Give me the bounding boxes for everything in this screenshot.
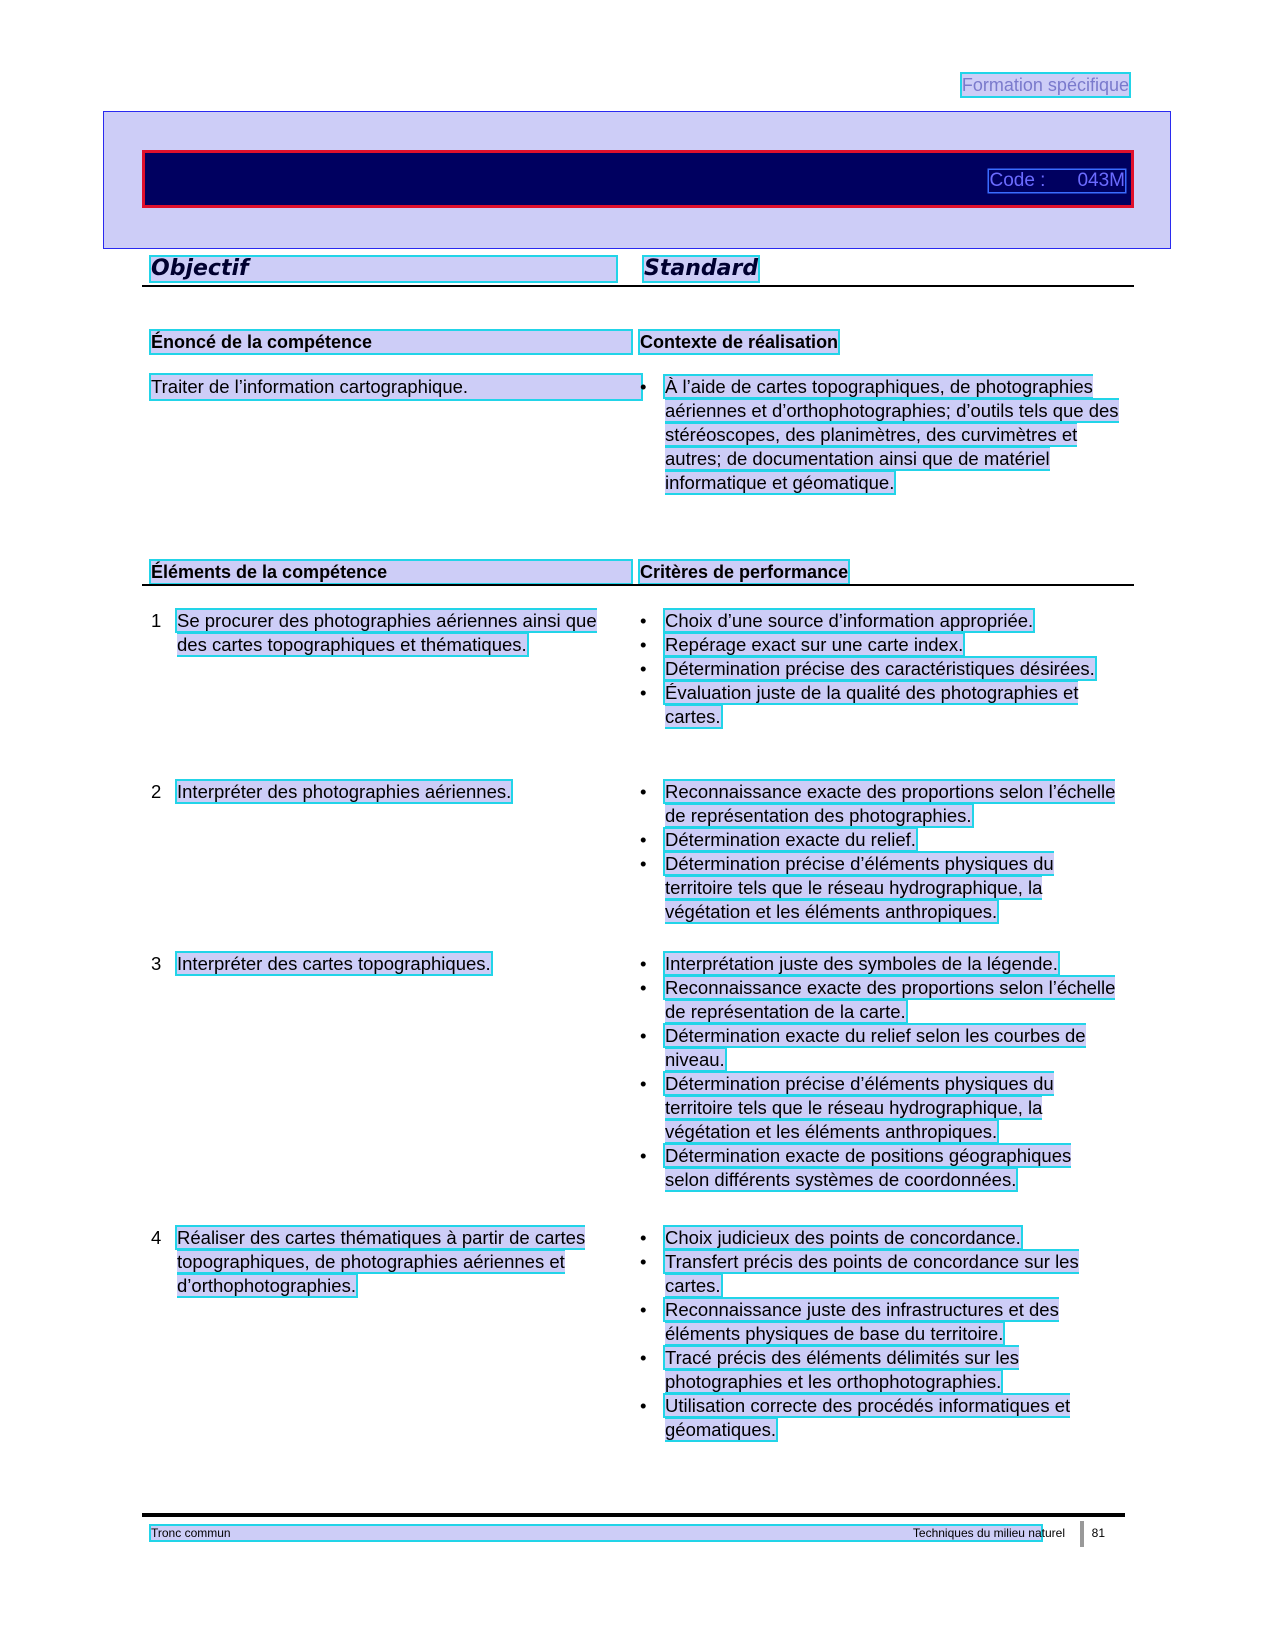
context-list (640, 375, 1120, 495)
context-item: • À l’aide de cartes topographiques, de photographies aériennes et d’orthophotographies; d’outils tels que des stéréoscopes, des planimètres, des curvimètres et autres; de documentation ainsi que de matériel informatique et géomatique. (640, 375, 1120, 495)
criterion-item: • Détermination exacte du relief. (640, 828, 1120, 852)
criteria-heading: Critères de performance (640, 562, 849, 582)
page-number: 81 (1091, 1526, 1105, 1540)
criterion-item: • Détermination précise d’éléments physiques du territoire tels que le réseau hydrographique, la végétation et les éléments anthropiques. (640, 1072, 1120, 1144)
element-2 (151, 780, 611, 804)
criterion-item: • Détermination exacte de positions géographiques selon différents systèmes de coordonnées. (640, 1144, 1120, 1192)
footer-left-text: Tronc commun (151, 1526, 1041, 1540)
elements-heading: Éléments de la compétence (151, 561, 631, 583)
title-banner (142, 150, 1134, 208)
element-text: Réaliser des cartes thématiques à partir de cartes topographiques, de photographies aériennes et d’orthophotographies. (177, 1227, 586, 1296)
criterion-item: • Utilisation correcte des procédés informatiques et géomatiques. (640, 1394, 1120, 1442)
element-text: Interpréter des photographies aériennes. (177, 781, 512, 802)
criteria-list-4 (640, 1226, 1120, 1442)
footer-program-name: Techniques du milieu naturel (912, 1526, 1065, 1540)
section-divider (142, 285, 1134, 287)
element-text: Se procurer des photographies aériennes ainsi que des cartes topographiques et thématiques. (177, 610, 597, 655)
element-1 (151, 609, 611, 657)
criterion-item: • Reconnaissance juste des infrastructures et des éléments physiques de base du territoire. (640, 1298, 1120, 1346)
element-4 (151, 1226, 611, 1298)
competence-code (989, 170, 1125, 192)
criterion-item: • Reconnaissance exacte des proportions selon l’échelle de représentation de la carte. (640, 976, 1120, 1024)
element-number: 1 (151, 610, 162, 631)
criteria-list-3 (640, 952, 1120, 1192)
criteria-list-1 (640, 609, 1120, 729)
program-label: Formation spécifique (961, 75, 1129, 95)
criterion-item: • Interprétation juste des symboles de la légende. (640, 952, 1120, 976)
objective-title: Objectif (151, 257, 616, 281)
criteria-list-2 (640, 780, 1120, 924)
element-number: 2 (151, 781, 162, 802)
footer-separator (1080, 1521, 1084, 1547)
element-text: Interpréter des cartes topographiques. (177, 953, 491, 974)
criterion-item: • Détermination précise des caractéristiques désirées. (640, 657, 1120, 681)
criterion-item: • Repérage exact sur une carte index. (640, 633, 1120, 657)
criterion-item: • Choix d’une source d’information appropriée. (640, 609, 1120, 633)
standard-title: Standard (644, 256, 759, 281)
competence-statement: Traiter de l’information cartographique. (151, 375, 641, 399)
code-value: 043M (1077, 170, 1125, 191)
criterion-item: • Détermination exacte du relief selon les courbes de niveau. (640, 1024, 1120, 1072)
code-label: Code : (989, 170, 1046, 191)
criterion-item: • Choix judicieux des points de concordance. (640, 1226, 1120, 1250)
context-heading: Contexte de réalisation (640, 332, 839, 352)
element-3 (151, 952, 611, 976)
statement-heading: Énoncé de la compétence (151, 331, 631, 353)
criterion-item: • Transfert précis des points de concordance sur les cartes. (640, 1250, 1120, 1298)
element-number: 4 (151, 1227, 162, 1248)
criterion-item: • Reconnaissance exacte des proportions selon l’échelle de représentation des photographies. (640, 780, 1120, 828)
element-number: 3 (151, 953, 162, 974)
criterion-item: • Évaluation juste de la qualité des photographies et cartes. (640, 681, 1120, 729)
criterion-item: • Tracé précis des éléments délimités sur les photographies et les orthophotographies. (640, 1346, 1120, 1394)
criterion-item: • Détermination précise d’éléments physiques du territoire tels que le réseau hydrographique, la végétation et les éléments anthropiques. (640, 852, 1120, 924)
footer-rule (142, 1513, 1125, 1517)
elements-divider (142, 584, 1134, 586)
